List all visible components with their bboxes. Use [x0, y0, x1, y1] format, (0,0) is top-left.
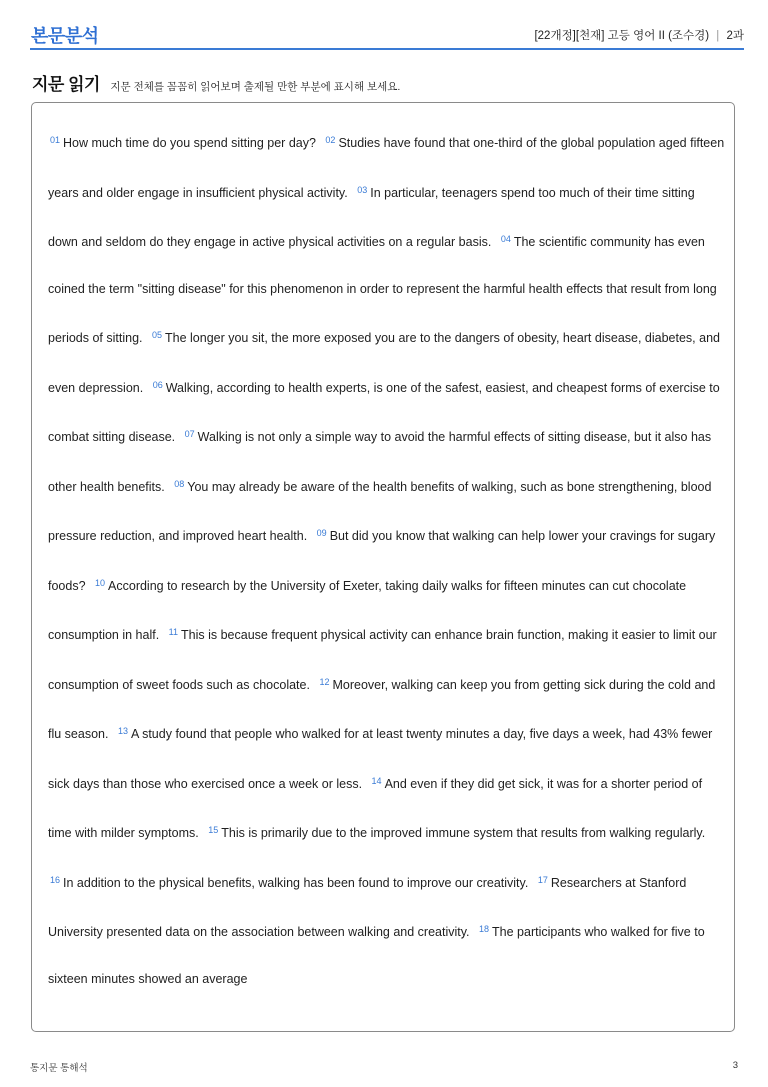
page-number: 3: [732, 1060, 738, 1071]
sentence-number: 11: [168, 627, 179, 637]
sentence-number: 12: [319, 676, 330, 687]
header-title: 본문분석: [31, 26, 99, 46]
sentence-text: Moreover, walking can keep you from getting sick during the cold and flu season.: [48, 677, 716, 741]
sentence-text: The participants who walked for five to sixteen minutes showed an average: [48, 925, 705, 986]
section-title: 지문 읽기: [32, 75, 100, 94]
sentence-text: According to research by the University of Exeter, taking daily walks for fifteen minutes can cut chocolate consumption in half.: [48, 578, 687, 642]
sentence-text: Researchers at Stanford University presented data on the association between walking and creativity.: [48, 875, 687, 939]
sentence-text: Studies have found that one-third of the global population aged fifteen years and older engage in insufficient physical activity.: [48, 136, 725, 200]
sentence-number: 18: [479, 924, 490, 934]
header-separator: |: [716, 30, 720, 42]
sentence-number: 16: [50, 874, 61, 885]
sentence-text: The scientific community has even coined the term "sitting disease" for this phenomenon in order to represent the harmful health effects that result from long periods of sitting.: [48, 235, 717, 345]
sentence-text: Walking is not only a simple way to avoid the harmful effects of sitting disease, but it also has other health benefits.: [48, 430, 712, 494]
footer-label: 통지문 통해석: [30, 1063, 88, 1074]
lesson-label: 2과: [726, 30, 744, 42]
sentence-text: You may already be aware of the health benefits of walking, such as bone strengthening, blood pressure reduction, and improved heart health.: [48, 479, 712, 543]
sentence-number: 14: [371, 775, 382, 786]
sentence: [48, 235, 717, 345]
book-title: [22개정][천재] 고등 영어 II (조수경): [534, 30, 710, 42]
sentence-number: 09: [316, 528, 327, 538]
sentence-text: How much time do you spend sitting per day?: [63, 136, 316, 150]
sentence-number: 07: [184, 429, 195, 439]
header-book-info: [534, 27, 744, 43]
section-heading: [32, 70, 400, 95]
sentence-number: 13: [117, 726, 128, 736]
sentence-number: 08: [174, 478, 185, 489]
sentence-number: 06: [152, 379, 163, 390]
sentence-number: 02: [325, 135, 336, 145]
sentence: [48, 136, 316, 150]
sentence-text: In particular, teenagers spend too much of their time sitting down and seldom do they engage in active physical activities on a regular basis.: [48, 185, 695, 249]
sentence-text: This is primarily due to the improved immune system that results from walking regularly.: [221, 826, 706, 840]
sentence-number: 01: [50, 135, 61, 145]
sentence-text: A study found that people who walked for at least twenty minutes a day, five days a week, had 43% fewer sick days than those who exercised once a week or less.: [48, 727, 713, 791]
sentence-number: 05: [151, 330, 162, 340]
sentence-text: In addition to the physical benefits, walking has been found to improve our creativity.: [63, 875, 529, 890]
sentence: [206, 826, 705, 840]
sentence-text: The longer you sit, the more exposed you are to the dangers of obesity, heart disease, diabetes, and even depression.: [48, 331, 720, 395]
sentence-number: 17: [537, 874, 548, 885]
sentence-text: Walking, according to health experts, is one of the safest, easiest, and cheapest forms of exercise to combat sitting disease.: [48, 380, 720, 444]
section-instruction: 지문 전체를 꼼꼼히 읽어보며 출제될 만한 부분에 표시해 보세요.: [110, 81, 401, 93]
passage-box: [31, 102, 735, 1032]
sentence: [48, 876, 528, 890]
sentence-number: 03: [357, 184, 368, 195]
sentence-text: But did you know that walking can help lower your cravings for sugary foods?: [48, 529, 716, 593]
sentence-text: And even if they did get sick, it was for a shorter period of time with milder symptoms.: [48, 776, 703, 840]
sentence-number: 15: [208, 825, 219, 835]
page-header: [30, 18, 744, 50]
sentence-number: 10: [95, 577, 106, 588]
sentence-text: This is because frequent physical activity can enhance brain function, making it easier to limit our consumption of sweet foods such as chocolate.: [48, 628, 717, 692]
passage-text: [48, 117, 726, 1002]
sentence-number: 04: [500, 234, 511, 244]
